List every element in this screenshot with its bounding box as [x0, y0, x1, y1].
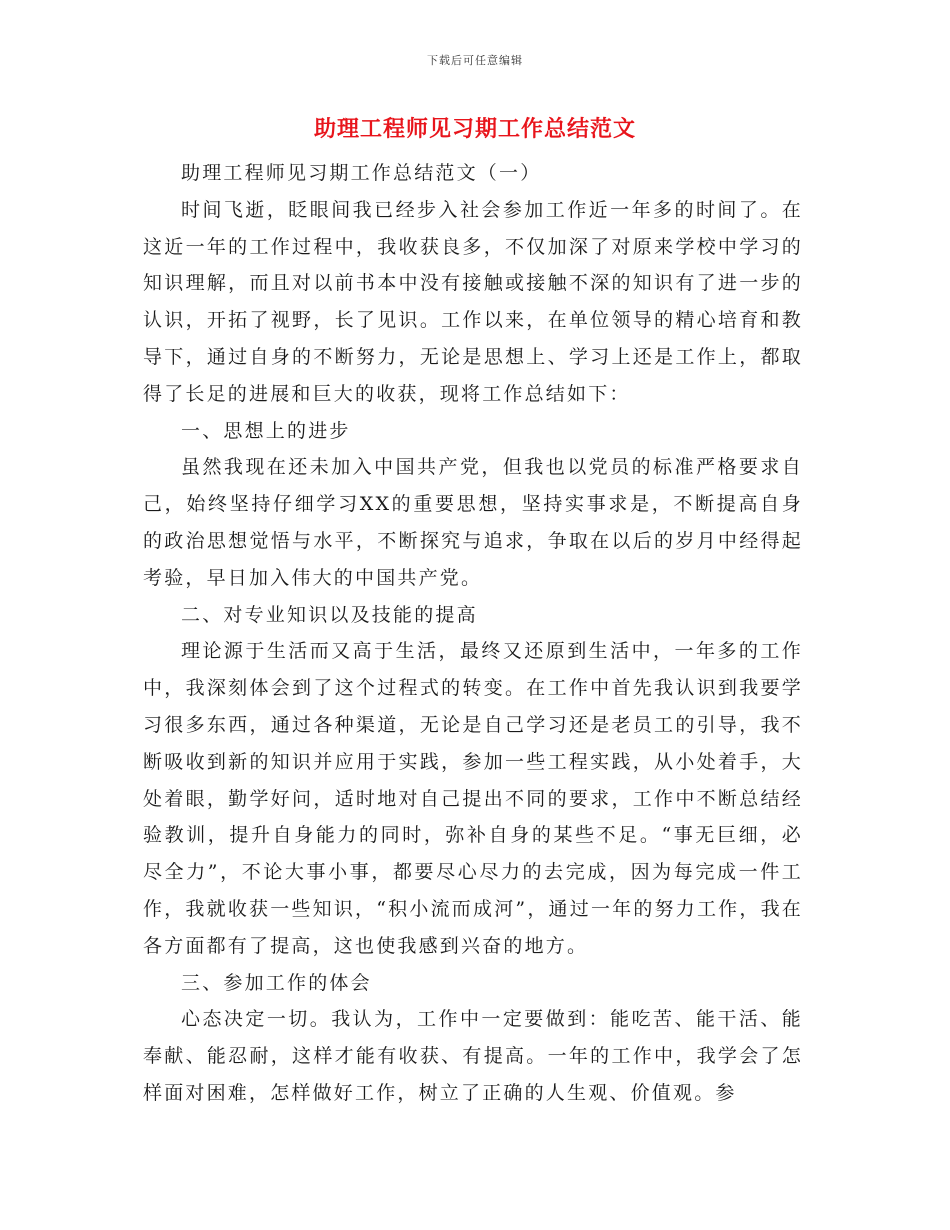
section-heading-2: 二、对专业知识以及技能的提高 [181, 603, 478, 626]
subtitle-paragraph: 助理工程师见习期工作总结范文（一） [181, 162, 542, 184]
section-heading-3: 三、参加工作的体会 [181, 971, 372, 994]
section-1-paragraph: 虽然我现在还未加入中国共产党，但我也以党员的标准严格要求自己，始终坚持仔细学习XX的重要思想，坚持实事求是，不断提高自身的政治思想觉悟与水平，不断探究与追求，争取在以后的岁月中经得起考验，早日加入伟大的中国共产党。 [143, 456, 803, 589]
intro-paragraph: 时间飞逝，眨眼间我已经步入社会参加工作近一年多的时间了。在这近一年的工作过程中，我收获良多，不仅加深了对原来学校中学习的知识理解，而且对以前书本中没有接触或接触不深的知识有了进一步的认识，开拓了视野，长了见识。工作以来，在单位领导的精心培育和教导下，通过自身的不断努力，无论是思想上、学习上还是工作上，都取得了长足的进展和巨大的收获，现将工作总结如下： [143, 198, 803, 405]
section-heading-1: 一、思想上的进步 [181, 419, 351, 442]
document-body [143, 155, 803, 1112]
header-note: 下载后可任意编辑 [427, 54, 523, 67]
section-2-paragraph: 理论源于生活而又高于生活，最终又还原到生活中，一年多的工作中，我深刻体会到了这个过程式的转变。在工作中首先我认识到我要学习很多东西，通过各种渠道，无论是自己学习还是老员工的引导，我不断吸收到新的知识并应用于实践，参加一些工程实践，从小处着手，大处着眼，勤学好问，适时地对自己提出不同的要求，工作中不断总结经验教训，提升自身能力的同时，弥补自身的某些不足。“事无巨细，必尽全力”，不论大事小事，都要尽心尽力的去完成，因为每完成一件工作，我就收获一些知识，“积小流而成河”，通过一年的努力工作，我在各方面都有了提高，这也使我感到兴奋的地方。 [143, 640, 803, 957]
document-title: 助理工程师见习期工作总结范文 [313, 116, 636, 142]
section-3-paragraph: 心态决定一切。我认为，工作中一定要做到：能吃苦、能干活、能奉献、能忍耐，这样才能有收获、有提高。一年的工作中，我学会了怎样面对困难，怎样做好工作，树立了正确的人生观、价值观。参 [143, 1008, 803, 1104]
